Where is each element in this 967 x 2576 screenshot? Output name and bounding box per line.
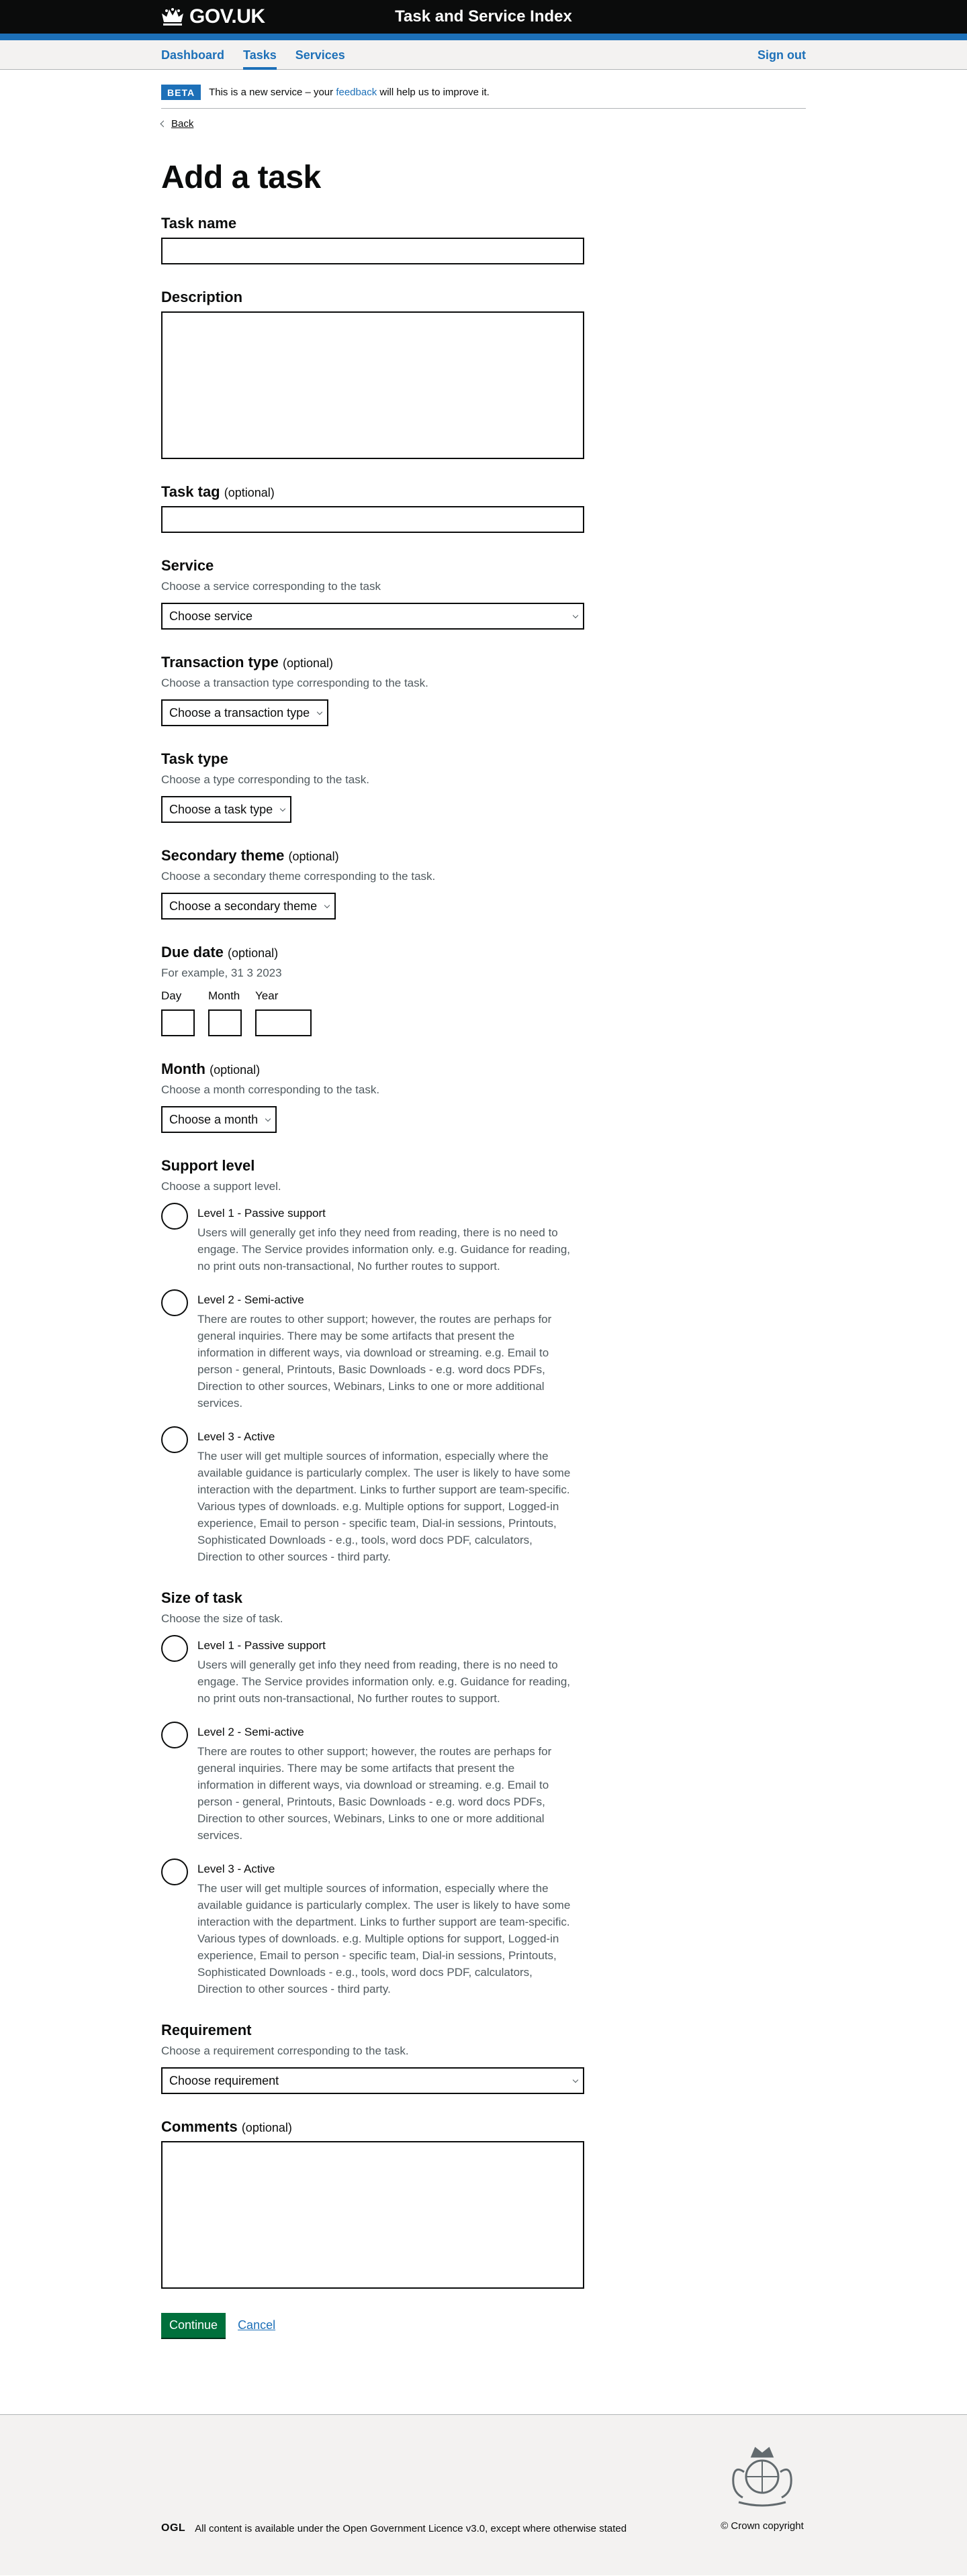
support-level-option-3[interactable]: [161, 1426, 584, 1565]
requirement-label: Requirement: [161, 2022, 252, 2038]
header-accent-bar: [0, 34, 967, 40]
option-label: Level 1 - Passive support: [197, 1639, 326, 1652]
day-label: Day: [161, 989, 182, 1002]
due-date-hint: For example, 31 3 2023: [161, 967, 282, 979]
primary-navigation: [0, 40, 967, 70]
support-level-label: Support level: [161, 1157, 255, 1174]
nav-item-tasks[interactable]: Tasks: [243, 40, 277, 70]
comments-label: Comments (optional): [161, 2118, 292, 2135]
continue-button[interactable]: Continue: [161, 2313, 226, 2338]
back-link[interactable]: Back: [161, 118, 193, 130]
phase-banner: [161, 70, 806, 109]
nav-item-services[interactable]: Services: [295, 48, 345, 62]
page-title: Add a task: [161, 160, 321, 195]
nav-item-dashboard[interactable]: Dashboard: [161, 48, 225, 62]
due-date-inputs: [161, 989, 584, 1036]
option-label: Level 1 - Passive support: [197, 1207, 326, 1220]
option-description: Users will generally get info they need from reading, there is no need to engage. The Service provides information only. e.g. Guidance for reading, no print outs non-transactional, No further routes to support.: [197, 1226, 571, 1273]
royal-crest-icon: [725, 2442, 799, 2509]
size-of-task-option-3[interactable]: [161, 1859, 584, 1997]
month-hint: Choose a month corresponding to the task.: [161, 1083, 380, 1096]
task-type-select[interactable]: Choose a task type: [161, 796, 291, 823]
size-of-task-hint: Choose the size of task.: [161, 1612, 283, 1625]
option-label: Level 2 - Semi-active: [197, 1293, 304, 1306]
service-hint: Choose a service corresponding to the task: [161, 580, 381, 593]
month-label: Month: [208, 989, 240, 1002]
radio-button[interactable]: [161, 1289, 188, 1316]
description-label: Description: [161, 289, 243, 305]
due-date-label: Due date (optional): [161, 944, 279, 960]
logo-text: GOV.UK: [189, 5, 265, 28]
task-tag-input[interactable]: [161, 506, 584, 533]
year-label: Year: [255, 989, 279, 1002]
task-name-label: Task name: [161, 215, 237, 232]
radio-button[interactable]: [161, 1203, 188, 1230]
licence-link[interactable]: Open Government Licence v3.0: [342, 2522, 486, 2534]
month-field-label: Month (optional): [161, 1060, 261, 1077]
support-level-hint: Choose a support level.: [161, 1180, 281, 1193]
size-of-task-option-2[interactable]: [161, 1722, 584, 1844]
secondary-theme-hint: Choose a secondary theme corresponding to the task.: [161, 870, 436, 883]
size-of-task-option-1[interactable]: [161, 1635, 584, 1707]
phase-text: This is a new service – your feedback will help us to improve it.: [209, 87, 490, 98]
service-name[interactable]: Task and Service Index: [395, 7, 572, 26]
secondary-theme-select[interactable]: Choose a secondary theme: [161, 893, 336, 920]
phase-tag: BETA: [161, 85, 201, 100]
option-label: Level 2 - Semi-active: [197, 1726, 304, 1738]
feedback-link[interactable]: feedback: [336, 87, 377, 98]
comments-textarea[interactable]: [161, 2141, 584, 2289]
service-select[interactable]: Choose service: [161, 603, 584, 630]
cancel-link[interactable]: Cancel: [238, 2318, 276, 2332]
site-footer: [0, 2414, 967, 2575]
option-description: The user will get multiple sources of information, especially where the available guidance is particularly complex. The user is likely to have some interaction with the department. Links to further support are team-specific. Various types of downloads. e.g. Multiple options for support, Logged-in experience, Email to person - specific team, Dial-in sessions, Printouts, Sophisticated Downloads - e.g., tools, word docs PDF, calculators, Direction to other sources - third party.: [197, 1882, 571, 1995]
radio-button[interactable]: [161, 1722, 188, 1748]
month-select[interactable]: Choose a month: [161, 1106, 277, 1133]
task-type-hint: Choose a type corresponding to the task.: [161, 773, 369, 786]
ogl-logo: OGL: [161, 2522, 186, 2534]
service-label: Service: [161, 557, 214, 574]
radio-button[interactable]: [161, 1635, 188, 1662]
month-input[interactable]: [208, 1009, 242, 1036]
transaction-type-select[interactable]: Choose a transaction type: [161, 699, 328, 726]
option-description: There are routes to other support; however, the routes are perhaps for general inquiries. There may be some artifacts that present the information in different ways, via download or streaming. e.g. Email to person - general, Printouts, Basic Downloads - e.g. word docs PDFs, Direction to other sources, Webinars, Links to one or more additional services.: [197, 1745, 552, 1842]
radio-button[interactable]: [161, 1426, 188, 1453]
crown-icon: [161, 7, 184, 26]
option-description: There are routes to other support; however, the routes are perhaps for general inquiries. There may be some artifacts that present the information in different ways, via download or streaming. e.g. Email to person - general, Printouts, Basic Downloads - e.g. word docs PDFs, Direction to other sources, Webinars, Links to one or more additional services.: [197, 1313, 552, 1409]
option-description: The user will get multiple sources of information, especially where the available guidance is particularly complex. The user is likely to have some interaction with the department. Links to further support are team-specific. Various types of downloads. e.g. Multiple options for support, Logged-in experience, Email to person - specific team, Dial-in sessions, Printouts, Sophisticated Downloads - e.g., tools, word docs PDF, calculators, Direction to other sources - third party.: [197, 1450, 571, 1563]
description-textarea[interactable]: [161, 311, 584, 459]
option-label: Level 3 - Active: [197, 1430, 275, 1443]
requirement-hint: Choose a requirement corresponding to the task.: [161, 2044, 409, 2057]
option-label: Level 3 - Active: [197, 1863, 275, 1875]
task-tag-label: Task tag (optional): [161, 483, 275, 500]
crown-copyright-block: [719, 2442, 806, 2532]
day-input[interactable]: [161, 1009, 195, 1036]
requirement-select[interactable]: Choose requirement: [161, 2067, 584, 2094]
support-level-option-1[interactable]: [161, 1203, 584, 1275]
govuk-logo-link[interactable]: [161, 5, 265, 28]
site-header: [0, 0, 967, 34]
licence-statement: OGL All content is available under the Open Government Licence v3.0, except where otherwise stated: [161, 2522, 627, 2534]
radio-button[interactable]: [161, 1859, 188, 1885]
sign-out-link[interactable]: Sign out: [757, 48, 806, 62]
option-description: Users will generally get info they need from reading, there is no need to engage. The Service provides information only. e.g. Guidance for reading, no print outs non-transactional, No further routes to support.: [197, 1658, 571, 1705]
transaction-type-label: Transaction type (optional): [161, 654, 334, 671]
year-input[interactable]: [255, 1009, 312, 1036]
main-content: [161, 70, 806, 2338]
crown-copyright-link[interactable]: © Crown copyright: [721, 2520, 804, 2532]
secondary-theme-label: Secondary theme (optional): [161, 847, 339, 864]
support-level-option-2[interactable]: [161, 1289, 584, 1411]
task-type-label: Task type: [161, 750, 228, 767]
transaction-type-hint: Choose a transaction type corresponding to the task.: [161, 677, 428, 689]
task-name-input[interactable]: [161, 238, 584, 264]
size-of-task-label: Size of task: [161, 1589, 243, 1606]
